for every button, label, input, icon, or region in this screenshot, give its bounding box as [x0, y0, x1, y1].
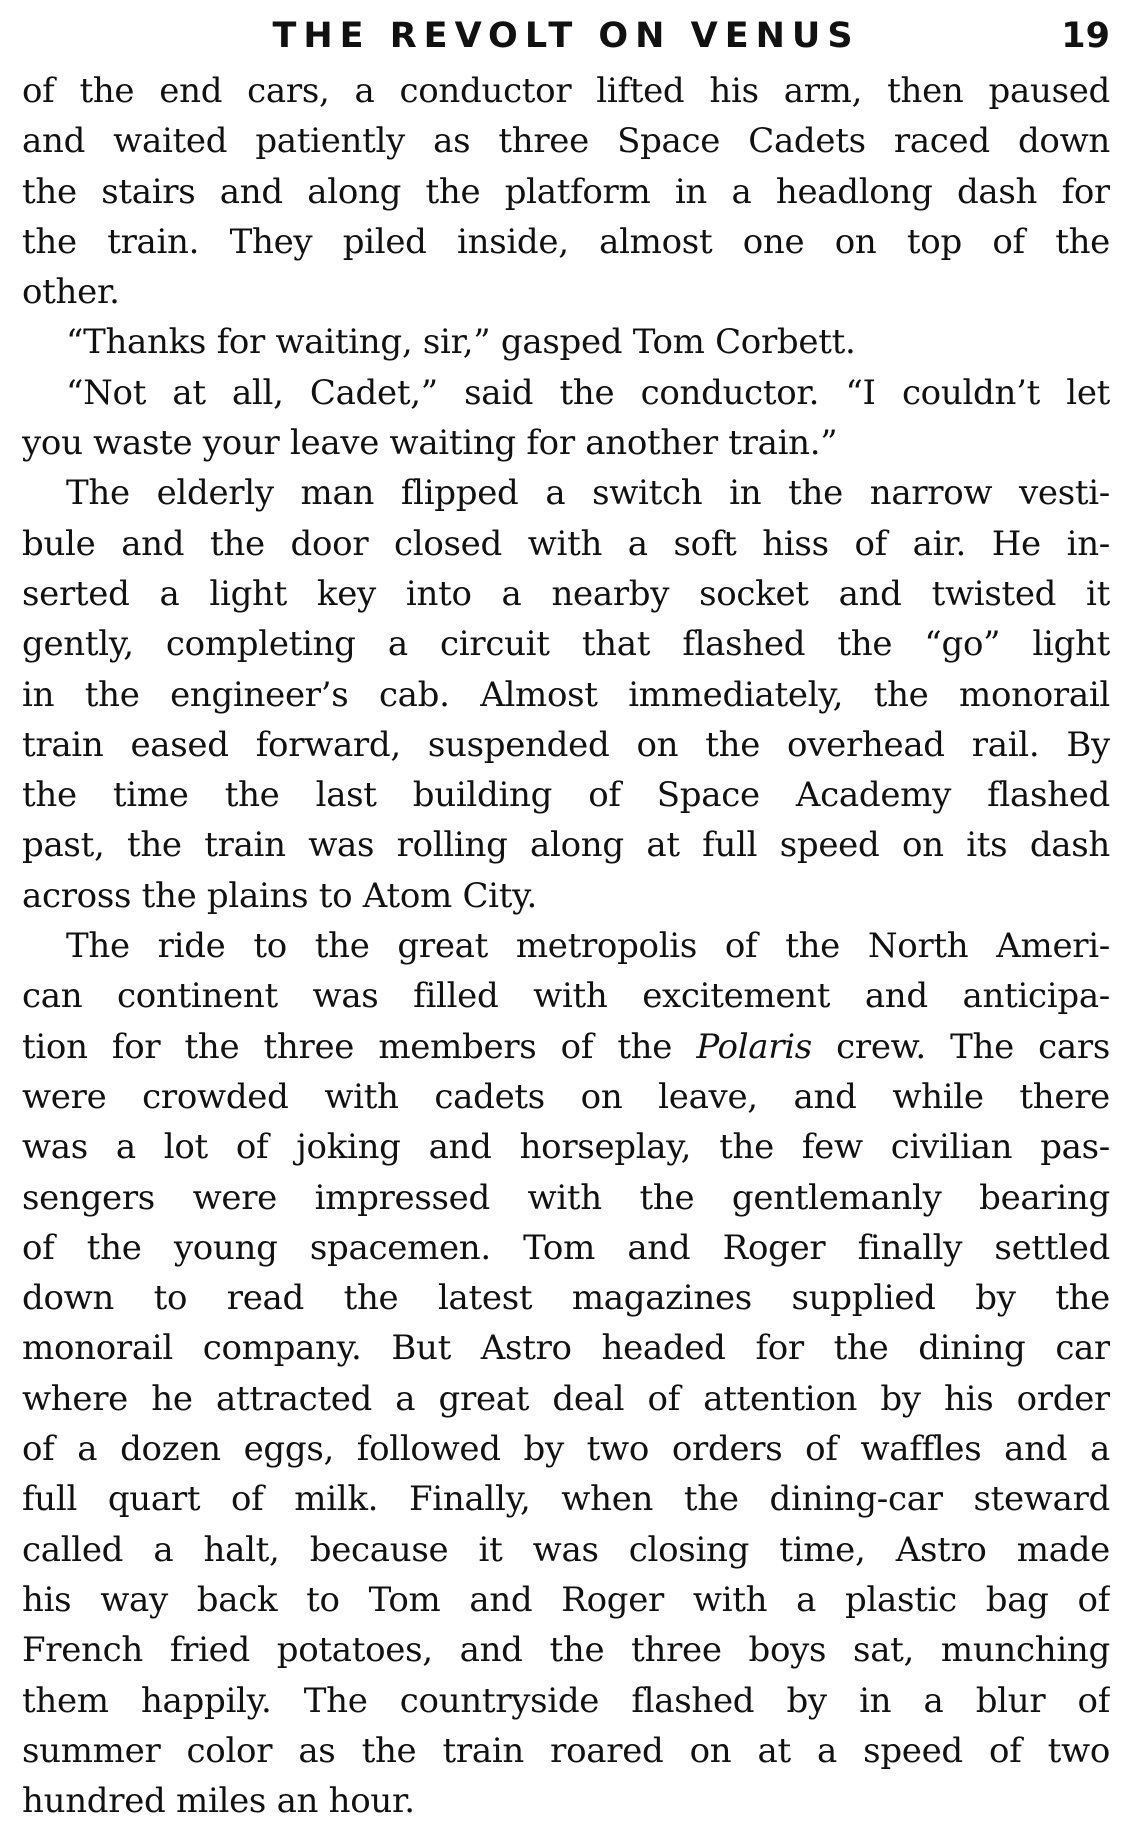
text-line: were crowded with cadets on leave, and while there — [22, 1076, 1110, 1117]
paragraph — [22, 317, 1110, 367]
paragraph — [22, 468, 1110, 921]
text-line: monorail company. But Astro headed for the dining car — [22, 1328, 1110, 1369]
text-line: other. — [22, 272, 120, 313]
text-line: the time the last building of Space Academy flashed — [22, 775, 1110, 816]
text-line: hundred miles an hour. — [22, 1781, 415, 1822]
text-line: across the plains to Atom City. — [22, 875, 537, 916]
text-line: of a dozen eggs, followed by two orders of waffles and a — [22, 1429, 1110, 1470]
text-line: tion for the three members of the Polaris crew. The cars — [22, 1026, 1110, 1067]
text-line: “Not at all, Cadet,” said the conductor. “I couldn’t let — [66, 372, 1110, 413]
text-line: you waste your leave waiting for another train.” — [22, 423, 838, 464]
text-line: and waited patiently as three Space Cadets raced down — [22, 121, 1110, 162]
body-text — [22, 66, 1110, 1826]
text-line: train eased forward, suspended on the overhead rail. By — [22, 724, 1110, 765]
paragraph — [22, 66, 1110, 317]
paragraph — [22, 368, 1110, 469]
text-line: French fried potatoes, and the three boys sat, munching — [22, 1630, 1110, 1671]
text-line: his way back to Tom and Roger with a plastic bag of — [22, 1579, 1110, 1620]
text-line: was a lot of joking and horseplay, the few civilian pas- — [22, 1127, 1110, 1168]
paragraph — [22, 921, 1110, 1826]
text-line: where he attracted a great deal of attention by his order — [22, 1378, 1110, 1419]
text-line: “Thanks for waiting, sir,” gasped Tom Corbett. — [66, 322, 856, 363]
text-line: sengers were impressed with the gentlemanly bearing — [22, 1177, 1110, 1218]
text-line: summer color as the train roared on at a speed of two — [22, 1730, 1110, 1771]
text-line: full quart of milk. Finally, when the dining-car steward — [22, 1479, 1110, 1520]
text-line: the train. They piled inside, almost one on top of the — [22, 221, 1110, 262]
text-line: The elderly man flipped a switch in the narrow vesti- — [66, 473, 1110, 514]
text-line: them happily. The countryside flashed by in a blur of — [22, 1680, 1110, 1721]
running-title: THE REVOLT ON VENUS — [272, 16, 860, 56]
text-line: of the end cars, a conductor lifted his arm, then paused — [22, 71, 1110, 111]
text-line: past, the train was rolling along at full speed on its dash — [22, 825, 1110, 866]
text-line: The ride to the great metropolis of the North Ameri- — [66, 926, 1110, 967]
text-line: in the engineer’s cab. Almost immediately, the monorail — [22, 674, 1110, 715]
ship-name: Polaris — [696, 1026, 812, 1067]
text-line: of the young spacemen. Tom and Roger finally settled — [22, 1227, 1110, 1268]
running-header — [22, 14, 1110, 58]
text-line: can continent was filled with excitement and anticipa- — [22, 976, 1110, 1017]
text-line: gently, completing a circuit that flashed the “go” light — [22, 624, 1110, 665]
text-line: called a halt, because it was closing time, Astro made — [22, 1529, 1110, 1570]
text-line: the stairs and along the platform in a headlong dash for — [22, 171, 1110, 212]
text-line: serted a light key into a nearby socket and twisted it — [22, 573, 1110, 614]
text-line: bule and the door closed with a soft hiss of air. He in- — [22, 523, 1110, 564]
book-page — [22, 14, 1110, 1826]
page-number: 19 — [1061, 16, 1110, 56]
text-line: down to read the latest magazines supplied by the — [22, 1278, 1110, 1319]
